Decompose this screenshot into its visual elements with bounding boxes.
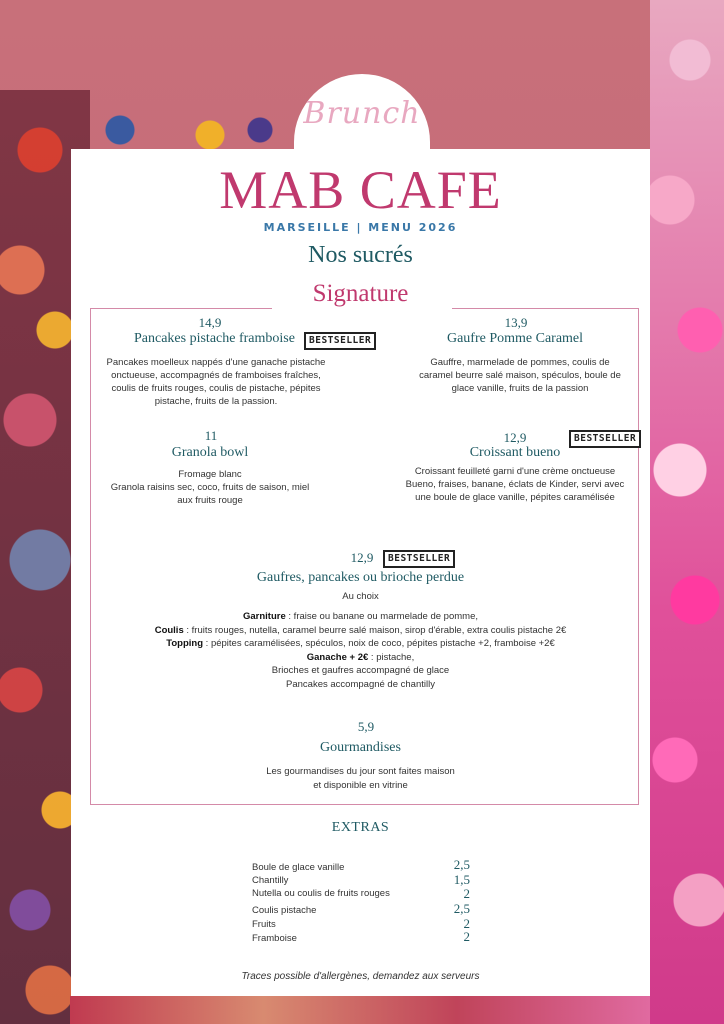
extra-price: 2 [463,886,470,901]
allergen-note: Traces possible d'allergènes, demandez aux serveurs [241,971,480,982]
extra-price: 2,5 [453,857,470,872]
item-name: Gaufre Pomme Caramel [446,331,584,346]
item-price: 11 [204,428,218,443]
item-name: Pancakes pistache framboise [134,331,295,346]
extra-item: Nutella ou coulis de fruits rouges [252,888,390,899]
extra-price: 2 [463,916,470,931]
section-title: Nos sucrés [308,242,413,268]
bestseller-badge: BESTSELLER [304,332,376,350]
extra-price: 2 [463,929,470,944]
item-price: 13,9 [504,315,528,330]
frame-divider [452,308,639,309]
featured-name: Gaufres, pancakes ou brioche perdue [256,570,465,585]
item-description: Gauffre, marmelade de pommes, coulis de caramel beurre salé maison, spéculos, boule de glace vanille, fruits de la passion [419,357,621,394]
bestseller-badge: BESTSELLER [569,430,641,448]
featured-details: Garniture : fraise ou banane ou marmelade de pomme, Coulis : fruits rouges, nutella, caramel beurre salé maison, sirop d'érable, extra coulis pistache 2€ Topping : pépites caramélisées, spéculos, noix de coco, pépites pistache +2, framboise +2€ Ganache + 2€ : pistache, Brioches et gaufres accompagné de glace Pancakes accompagné de chantilly [154,611,567,690]
item-description: Croissant feuilleté garni d'une crème onctueuse Bueno, fraises, banane, éclats de Kinder, servi avec une boule de glace vanille, pépites caramélisée [405,466,625,503]
page-subtitle: MARSEILLE | MENU 2026 [263,221,458,234]
extra-item: Fruits [252,919,276,930]
item-description: Fromage blanc Granola raisins sec, coco, fruits de saison, miel aux fruits rouge [110,469,310,506]
gourmandises-description: Les gourmandises du jour sont faites maison et disponible en vitrine [266,766,455,791]
bestseller-badge: BESTSELLER [383,550,455,568]
item-description: Pancakes moelleux nappés d'une ganache pistache onctueuse, accompagnés de framboises fraîches, coulis de fruits rouges, coulis de pistache, pépites pistache, fruits de la passion. [106,357,326,407]
item-price: 12,9 [503,430,527,445]
gourmandises-price: 5,9 [357,719,375,734]
subsection-title: Signature [312,280,409,307]
extra-item: Coulis pistache [252,905,317,916]
brunch-label: Brunch [303,96,421,131]
extra-item: Boule de glace vanille [252,862,345,873]
flower-decoration-right [650,0,724,1024]
gourmandises-name: Gourmandises [320,740,401,755]
frame-divider [90,308,272,309]
featured-price: 12,9 [350,550,374,565]
flower-decoration-bottom [70,996,650,1024]
extra-price: 1,5 [453,872,470,887]
page-title: MAB CAFE [219,160,502,220]
extra-item: Framboise [252,933,297,944]
featured-choice: Au choix [342,591,379,602]
extra-price: 2,5 [453,901,470,916]
item-name: Granola bowl [171,445,249,460]
item-name: Croissant bueno [469,445,561,460]
flower-decoration-top [90,110,290,150]
item-price: 14,9 [198,315,222,330]
extras-title: EXTRAS [331,820,390,835]
extra-item: Chantilly [252,875,289,886]
